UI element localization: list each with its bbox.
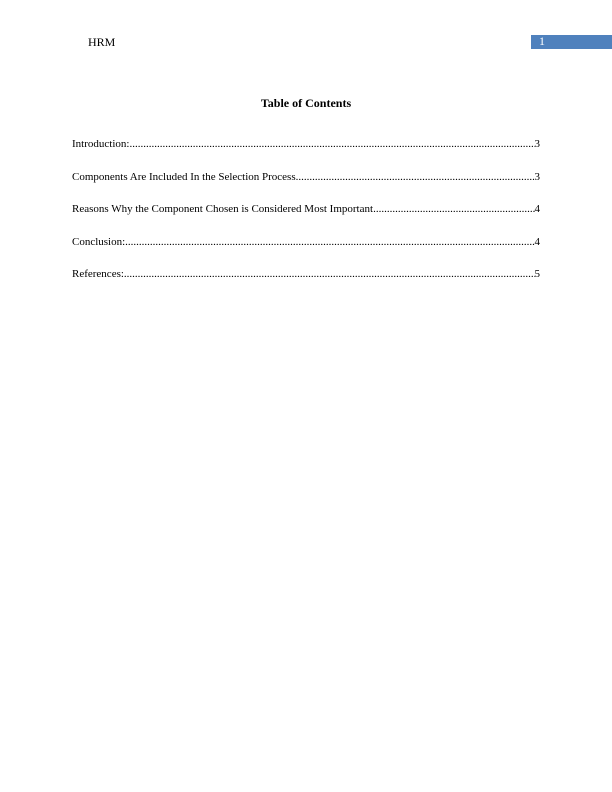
toc-entry-title: Components Are Included In the Selection Process bbox=[72, 170, 296, 183]
toc-dot-leader bbox=[125, 235, 534, 249]
toc-heading: Table of Contents bbox=[260, 96, 352, 110]
toc-entry-conclusion[interactable] bbox=[72, 235, 540, 249]
toc-entry-page: 4 bbox=[534, 203, 540, 215]
toc-entry-page: 3 bbox=[534, 138, 540, 150]
toc-dot-leader bbox=[296, 170, 535, 184]
toc-entry-components[interactable] bbox=[72, 170, 540, 184]
toc-entry-title: References: bbox=[72, 268, 124, 280]
toc-entry-introduction[interactable] bbox=[72, 137, 540, 151]
toc-entry-title: Conclusion: bbox=[72, 235, 126, 248]
toc-entry-page: 3 bbox=[534, 170, 540, 183]
toc-dot-leader bbox=[373, 202, 534, 216]
toc-dot-leader bbox=[129, 137, 534, 151]
toc-entry-references[interactable] bbox=[72, 267, 540, 281]
toc-dot-leader bbox=[124, 267, 535, 281]
header-title: HRM bbox=[88, 35, 116, 49]
toc-entry-page: 5 bbox=[534, 268, 540, 280]
toc-entry-page: 4 bbox=[534, 235, 540, 248]
page-number-box bbox=[531, 35, 612, 49]
toc-entry-title: Introduction: bbox=[72, 138, 130, 150]
toc-entry-title: Reasons Why the Component Chosen is Considered Most Important bbox=[72, 203, 374, 215]
table-of-contents bbox=[72, 137, 540, 300]
page-number: 1 bbox=[539, 34, 545, 48]
toc-entry-reasons[interactable] bbox=[72, 202, 540, 216]
